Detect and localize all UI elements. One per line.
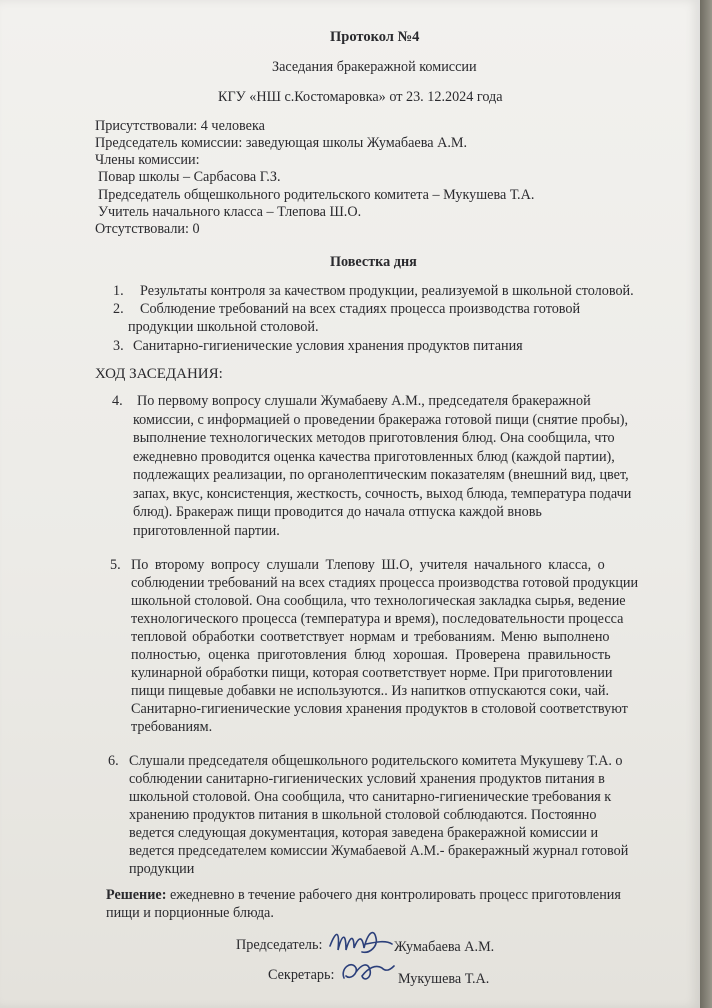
agenda-heading: Повестка дня [330,254,417,270]
proceedings-item-number: 5. [110,557,121,573]
organization-line: КГУ «НШ с.Костомаровка» от 23. 12.2024 года [218,89,503,105]
commission-chair: Председатель комиссии: заведующая школы Жумабаева А.М. [95,135,468,151]
document-title: Протокол №4 [330,29,420,45]
proceedings-line: соблюдении требований на всех стадиях процесса производства готовой продукции [131,575,639,591]
document-subtitle: Заседания бракеражной комиссии [272,59,477,75]
proceedings-line: кулинарной обработки пищи, которая соответствует норме. При приготовлении [131,665,613,681]
present-count: Присутствовали: 4 человека [95,118,265,134]
proceedings-line: продукции [129,861,195,877]
proceedings-line: Слушали председателя общешкольного родительского комитета Мукушеву Т.А. о [129,753,623,769]
secretary-signature [338,954,398,988]
proceedings-line: тепловой обработки соответствует нормам и требованиям. Меню выполнено [131,629,610,645]
proceedings-line: школьной столовой. Она сообщила, что санитарно-гигиенические требования к [129,789,612,805]
proceedings-line: запах, вкус, консистенция, жесткость, сочность, выход блюда, температура подачи [133,486,632,502]
decision-label: Решение: [106,887,167,903]
agenda-item-text: Соблюдение требований на всех стадиях процесса производства готовой [140,301,581,317]
proceedings-line: полностью, оценка приготовления блюд хорошая. Проверена правильность [131,647,611,663]
agenda-item-number: 2. [113,301,124,317]
secretary-signature-label: Секретарь: [268,967,335,983]
agenda-item-text: продукции школьной столовой. [128,319,319,335]
member-item: Председатель общешкольного родительского комитета – Мукушева Т.А. [98,187,535,203]
secretary-signature-name: Мукушева Т.А. [398,971,490,987]
agenda-item-number: 3. [113,338,124,354]
proceedings-line: технологического процесса (температура и время), последовательности процесса [131,611,624,627]
proceedings-line: соблюдении санитарно-гигиенических условий хранения продуктов питания в [129,771,605,787]
proceedings-line: выполнение технологических методов приготовления блюд. Она сообщила, что [133,430,615,446]
agenda-item-text: Результаты контроля за качеством продукции, реализуемой в школьной столовой. [140,283,634,299]
member-item: Повар школы – Сарбасова Г.З. [98,169,281,185]
proceedings-line: Санитарно-гигиенические условия хранения продуктов в столовой соответствуют [131,701,628,717]
proceedings-line: ежедневно проводится оценка качества приготовленных блюд (каждой партии), [133,449,615,465]
absent-count: Отсутствовали: 0 [95,221,200,237]
proceedings-line: школьной столовой. Она сообщила, что технологическая закладка сырья, ведение [131,593,626,609]
member-item: Учитель начального класса – Тлепова Ш.О. [98,204,362,220]
proceedings-line: приготовленной партии. [133,523,280,539]
proceedings-item-number: 4. [112,393,123,409]
agenda-item-text: Санитарно-гигиенические условия хранения продуктов питания [133,338,523,354]
chair-signature-label: Председатель: [236,937,323,953]
decision-text: ежедневно в течение рабочего дня контролировать процесс приготовления [166,887,621,903]
proceedings-line: требованиям. [131,719,213,735]
members-label: Члены комиссии: [95,152,200,168]
proceedings-heading: ХОД ЗАСЕДАНИЯ: [95,366,223,382]
proceedings-item-number: 6. [108,753,119,769]
page-edge [700,0,712,1008]
proceedings-line: подлежащих реализации, по органолептическим показателям (внешний вид, цвет, [133,467,629,483]
decision-line-2: пищи и порционные блюда. [106,905,274,921]
decision-line [106,886,621,904]
proceedings-line: ведется следующая документация, которая заведена бракеражной комиссии и [129,825,599,841]
proceedings-line: По первому вопросу слушали Жумабаеву А.М., председателя бракеражной [137,393,591,409]
chair-signature-name: Жумабаева А.М. [394,939,495,955]
agenda-item-number: 1. [113,283,124,299]
proceedings-line: пищи пищевые добавки не используются.. Из напитков отпускаются соки, чай. [131,683,610,699]
proceedings-line: ведется председателем комиссии Жумабаевой А.М.- бракеражный журнал готовой [129,843,629,859]
proceedings-line: комиссии, с информацией о проведении бракеража готовой пищи (снятие пробы), [133,412,629,428]
proceedings-line: блюд). Бракераж пищи проводится до начала отпуска каждой вновь [133,504,542,520]
proceedings-line: По второму вопросу слушали Тлепову Ш.О, учителя начального класса, о [131,557,605,573]
proceedings-line: хранению продуктов питания в школьной столовой соблюдаются. Постоянно [129,807,597,823]
